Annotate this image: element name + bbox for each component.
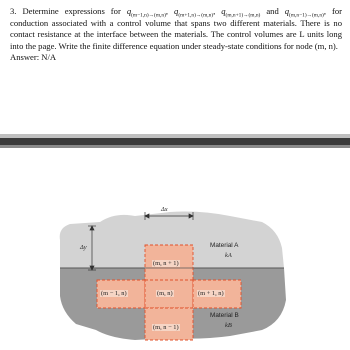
node-center-label: (m, n) (157, 290, 173, 297)
material-b-conductivity: kB (225, 322, 232, 329)
question-lead: 3. Determine expressions for (10, 6, 121, 16)
answer-text: Answer: N/A (10, 52, 57, 63)
node-left-label: (m − 1, n) (101, 290, 127, 297)
q3-subscript: (m,n+1)→(m,n) (225, 12, 261, 19)
q4-subscript: (m,n−1)→(m,n) (289, 12, 324, 19)
dy-label: Δy (80, 244, 87, 251)
and-word: and (266, 6, 279, 16)
q2-subscript: (m+1,n)→(m,n) (178, 12, 214, 19)
q1-subscript: (m−1,n)→(m,n) (131, 12, 166, 19)
node-top-label: (m, n + 1) (153, 260, 179, 267)
material-b-label: Material B (210, 312, 239, 319)
node-bottom-label: (m, n − 1) (153, 324, 179, 331)
q2-symbol: q (174, 6, 179, 16)
q4-symbol: q (284, 6, 290, 16)
q1-symbol: q (126, 6, 132, 16)
control-volume-figure (0, 200, 350, 350)
question-text: 3. Determine expressions for $q_{(m-1,n)\to(m,n)}$, $q_{(m+1,n)\to(m,n)}$, $q_{(m,n+1)\to(m,n)}$ and $q_{(m,n-1)\to(m,n)}$, for conduction associated with a control volume that spans two different materials. There is no contact resistance at the interface between the materials. The control volumes are L units long into the page. Write the finite difference equation under steady-state conditions for node (m, n). Answer: N/A (10, 6, 342, 63)
material-a-conductivity: kA (225, 252, 232, 259)
section-divider (0, 138, 350, 145)
node-right-label: (m + 1, n) (198, 290, 224, 297)
question-body: , for conduction associated with a control volume that spans two different materials. There is no contact resistance at the interface between the materials. The control volumes are L units long into the page. Write the finite difference equation under steady-state conditions for node (m, n). (10, 6, 342, 51)
q3-symbol: q (221, 6, 226, 16)
material-a-label: Material A (210, 242, 239, 249)
dx-label: Δx (161, 206, 168, 213)
